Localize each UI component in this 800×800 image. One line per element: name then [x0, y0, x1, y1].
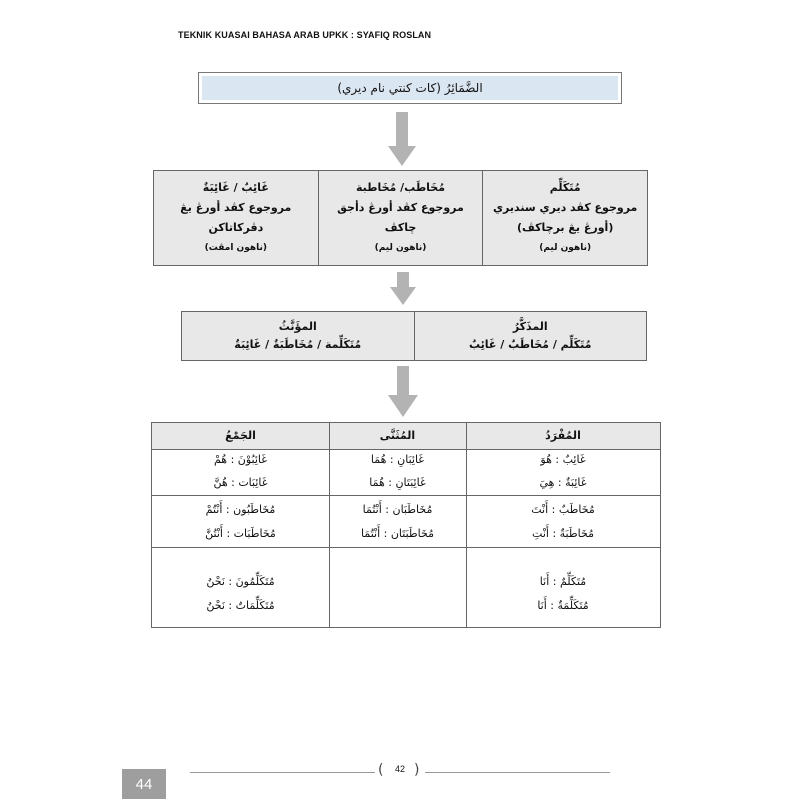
gender-masculine	[414, 312, 647, 360]
table-cell: غَائِبَةٌ : هِيَ	[539, 476, 587, 489]
down-arrow-icon	[390, 272, 416, 306]
document-header: TEKNIK KUASAI BAHASA ARAB UPKK : SYAFIQ ROSLAN	[178, 30, 432, 40]
table-cell: غَائِبَتَانِ : هُمَا	[369, 476, 426, 489]
category-name: مُتَكَلِّم	[549, 181, 581, 194]
category-desc: مروجوع كڤد ديري سنديري	[492, 201, 638, 214]
page-number: 42	[394, 764, 405, 774]
table-cell: غَائِبَانِ : هُمَا	[370, 453, 425, 466]
table-cell: مُخَاطَبَتَان : أَنْتُمَا	[360, 527, 434, 540]
footer-rule-left	[190, 772, 375, 773]
table-cell: مُخَاطَبَةٌ : أَنْتِ	[532, 527, 594, 540]
table-cell: غَائِبُوْنَ : هُمْ	[213, 453, 268, 466]
bracket-left-icon: (	[378, 762, 384, 778]
gender-table	[181, 311, 647, 361]
category-desc: مروجوع كڤد أورڠ دأجق	[337, 201, 464, 214]
gender-feminine	[182, 312, 414, 360]
header-dual: المُثَنَّى	[379, 429, 416, 442]
category-desc: (أورڠ يڠ برچاكڤ)	[517, 221, 614, 234]
category-note: (ناهون ليم)	[539, 243, 592, 253]
down-arrow-icon	[388, 366, 418, 418]
category-desc: دڤركاتاكن	[208, 221, 264, 234]
bracket-right-icon: )	[414, 762, 420, 778]
pronoun-title-box	[198, 72, 622, 104]
table-cell: مُتَكَلِّمُونَ : نَحْنُ	[206, 575, 275, 588]
pronoun-categories-table	[153, 170, 648, 266]
table-cell: مُخَاطَبٌ : أَنْتَ	[531, 503, 595, 516]
category-mutakallim	[482, 171, 647, 265]
category-note: (ناهون ليم)	[374, 243, 427, 253]
footer-rule-right	[425, 772, 610, 773]
gender-title: المؤَنَّثُ	[278, 320, 317, 333]
gender-items: مُتَكَلِّمة / مُخَاطَبَةٌ / غَائِبَةٌ	[234, 338, 362, 351]
table-cell: مُتَكَلِّمٌ : أَنَا	[539, 575, 587, 588]
category-ghaib	[154, 171, 318, 265]
outer-page-number: 44	[122, 769, 166, 799]
header-plural: الجَمْعُ	[225, 429, 256, 442]
gender-items: مُتَكَلِّم / مُخَاطَبٌ / غَائِبٌ	[469, 338, 592, 351]
table-cell: مُخَاطَبَان : أَنْتُمَا	[362, 503, 433, 516]
pronoun-title: الضَّمَائِرُ (كات كنتي نام ديري)	[202, 76, 618, 100]
table-cell: غَائِبٌ : هُوَ	[540, 453, 586, 466]
category-mukhatab	[318, 171, 483, 265]
category-note: (ناهون امڤت)	[204, 243, 267, 253]
table-cell: غَائِبَات : هُنَّ	[213, 476, 268, 489]
down-arrow-icon	[388, 112, 416, 168]
category-desc: چاكڤ	[384, 221, 417, 234]
table-cell: مُخَاطَبَات : أَنْتُنَّ	[205, 527, 276, 540]
header-singular: المُفْرَدُ	[545, 429, 581, 442]
gender-title: المذَكَّرُ	[512, 320, 548, 333]
pronoun-table	[151, 422, 661, 628]
table-cell: مُخَاطَبُون : أَنْتُمْ	[205, 503, 276, 516]
category-name: مُخَاطَب/ مُخَاطبة	[355, 181, 446, 194]
table-cell: مُتَكَلِّمَةٌ : أَنَا	[537, 599, 589, 612]
category-desc: مروجوع كڤد أورڠ يڠ	[180, 201, 292, 214]
table-cell: مُتَكَلِّمَاتٌ : نَحْنُ	[206, 599, 275, 612]
category-name: غَائِبٌ / غَائِبَةٌ	[202, 181, 269, 194]
